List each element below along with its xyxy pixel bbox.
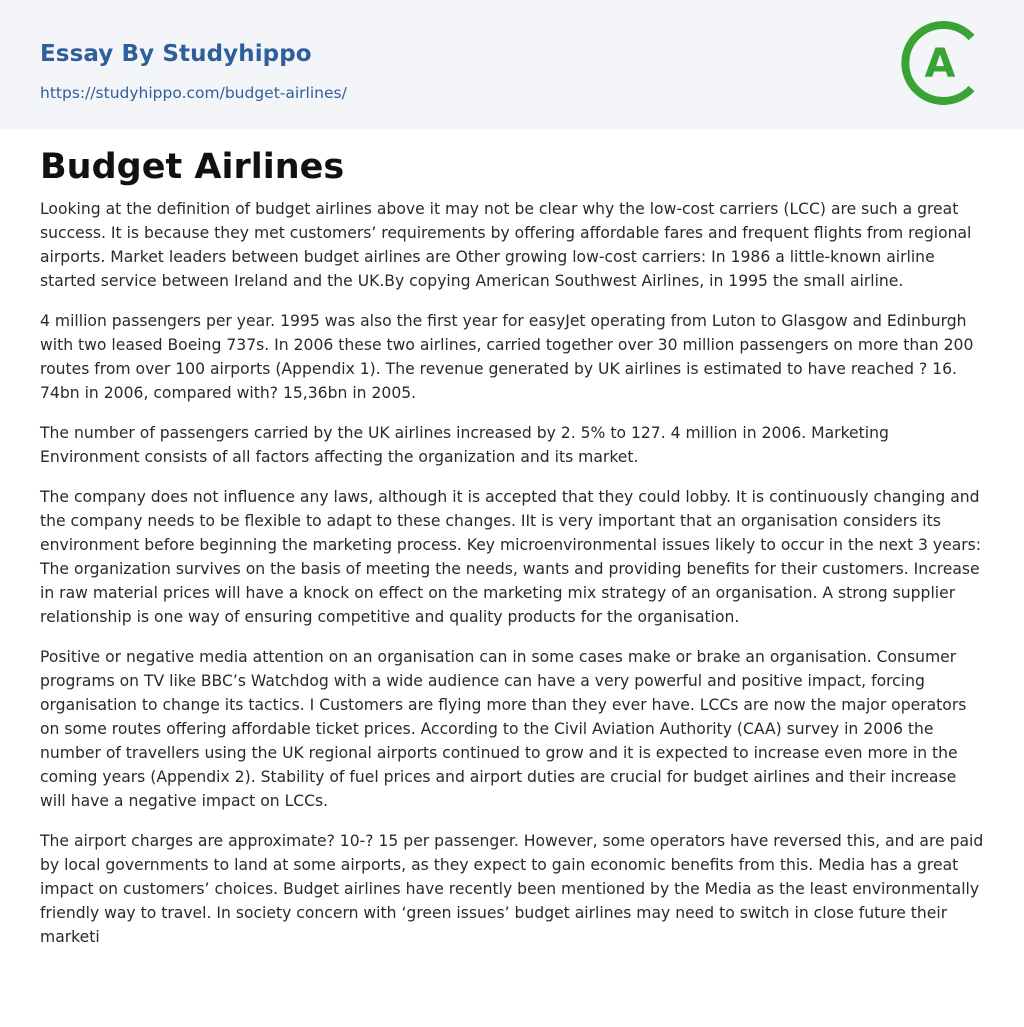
studyhippo-logo[interactable] [897,17,989,109]
essay-content [40,143,986,965]
essay-paragraph: The number of passengers carried by the UK airlines increased by 2. 5% to 127. 4 million in 2006. Marketing Environment consists of all factors affecting the organization and its market. [40,424,889,466]
essay-paragraph: The company does not influence any laws, although it is accepted that they could lobby. It is continuously changing and the company needs to be flexible to adapt to these changes. IIt is very important that an organisation considers its environment before beginning the marketing process. Key microenvironmental issues likely to occur in the next 3 years: The organization survives on the basis of meeting the needs, wants and providing benefits for their customers. Increase in raw material prices will have a knock on effect on the marketing mix strategy of an organisation. A strong supplier relationship is one way of ensuring competitive and quality products for the organisation. [40,488,982,626]
essay-paragraph: The airport charges are approximate? 10-? 15 per passenger. However, some operators have reversed this, and are paid by local governments to land at some airports, as they expect to gain economic benefits from this. Media has a great impact on customers’ choices. Budget airlines have recently been mentioned by the Media as the least environmentally friendly way to travel. In society concern with ‘green issues’ budget airlines may need to switch in close future their marketi [40,832,984,946]
page-title: Budget Airlines [40,147,345,187]
essay-paragraph: 4 million passengers per year. 1995 was also the first year for easyJet operating from Luton to Glasgow and Edinburgh with two leased Boeing 737s. In 2006 these two airlines, carried together over 30 million passengers on more than 200 routes from over 100 airports (Appendix 1). The revenue generated by UK airlines is estimated to have reached ? 16. 74bn in 2006, compared with? 15,36bn in 2005. [40,312,974,402]
logo-ring-icon [897,17,989,109]
essay-paragraph: Looking at the definition of budget airlines above it may not be clear why the low-cost carriers (LCC) are such a great success. It is because they met customers’ requirements by offering affordable fares and frequent flights from regional airports. Market leaders between budget airlines are Other growing low-cost carriers: In 1986 a little-known airline started service between Ireland and the UK.By copying American Southwest Airlines, in 1995 the small airline. [40,200,972,290]
site-title: Essay By Studyhippo [40,41,312,67]
logo-letter: A [924,41,956,87]
essay-paragraph: Positive or negative media attention on an organisation can in some cases make or brake an organisation. Consumer programs on TV like BBC’s Watchdog with a wide audience can have a very powerful and positive impact, forcing organisation to change its tactics. I Customers are flying more than they ever have. LCCs are now the major operators on some routes offering affordable ticket prices. According to the Civil Aviation Authority (CAA) survey in 2006 the number of travellers using the UK regional airports continued to grow and it is expected to increase even more in the coming years (Appendix 2). Stability of fuel prices and airport duties are crucial for budget airlines and their increase will have a negative impact on LCCs. [40,648,967,810]
essay-url-link[interactable]: https://studyhippo.com/budget-airlines/ [40,84,347,102]
site-header [0,0,1024,129]
